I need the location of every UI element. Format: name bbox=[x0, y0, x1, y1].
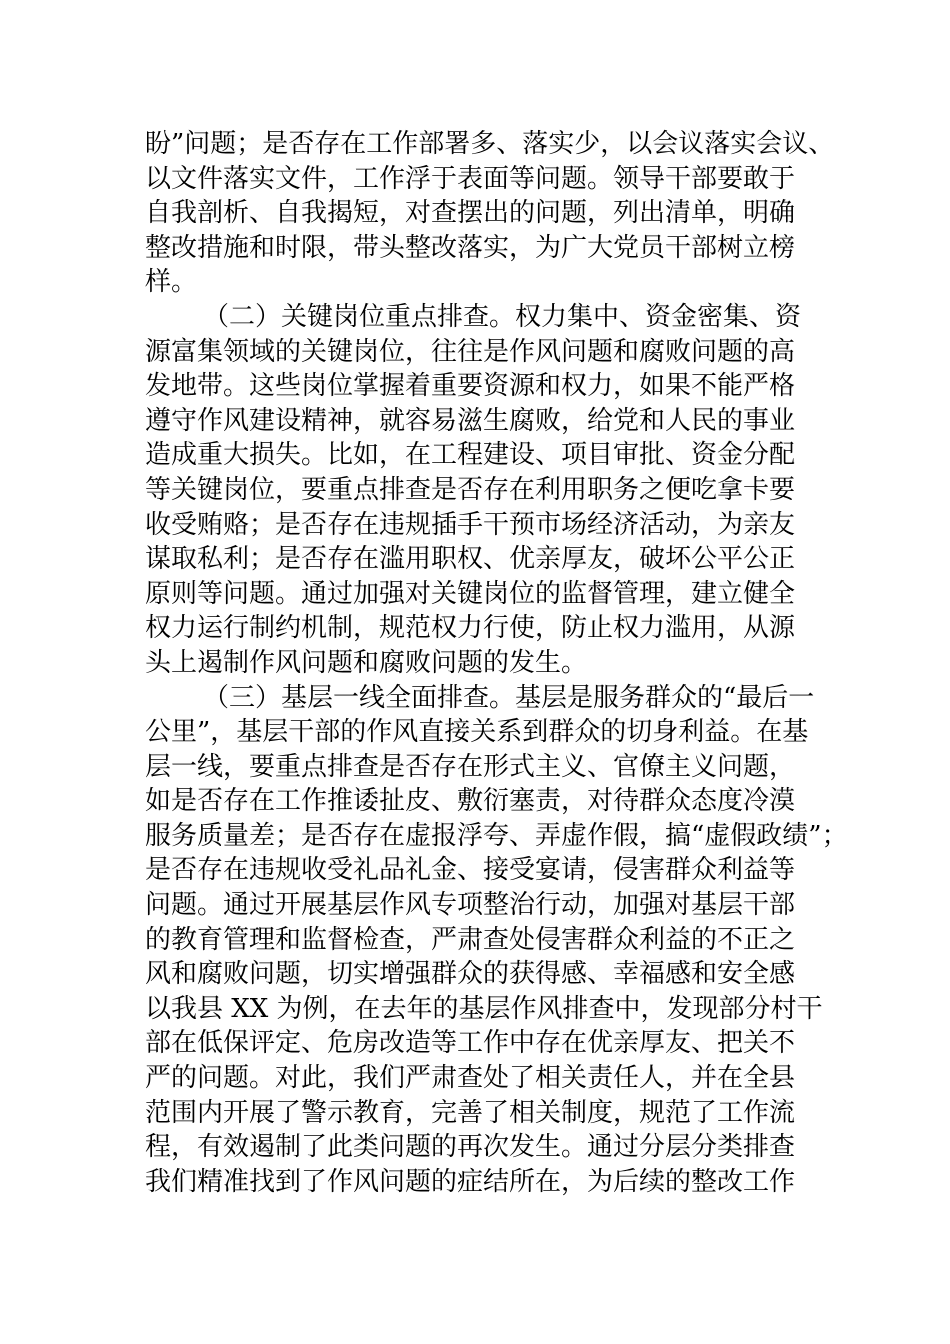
text-line: 问题。通过开展基层作风专项整治行动，加强对基层干部 bbox=[145, 890, 796, 921]
text-line: 风和腐败问题，切实增强群众的获得感、幸福感和安全感 bbox=[145, 959, 796, 990]
text-line: 造成重大损失。比如，在工程建设、项目审批、资金分配 bbox=[145, 440, 796, 471]
text-line: 源富集领域的关键岗位，往往是作风问题和腐败问题的高 bbox=[145, 336, 796, 367]
text-line: 等关键岗位，要重点排查是否存在利用职务之便吃拿卡要 bbox=[145, 474, 796, 505]
text-line: 公里”，基层干部的作风直接关系到群众的切身利益。在基 bbox=[145, 717, 809, 748]
text-line: 盼”问题；是否存在工作部署多、落实少，以会议落实会议、 bbox=[145, 129, 835, 159]
text-line: 遵守作风建设精神，就容易滋生腐败，给党和人民的事业 bbox=[145, 405, 796, 436]
text-line: 自我剖析、自我揭短，对查摆出的问题，列出清单，明确 bbox=[145, 198, 796, 229]
text-line: 如是否存在工作推诿扯皮、敷衍塞责，对待群众态度冷漠 bbox=[145, 786, 796, 817]
text-line: 程，有效遏制了此类问题的再次发生。通过分层分类排查 bbox=[145, 1132, 796, 1163]
text-line: 的教育管理和监督检查，严肃查处侵害群众利益的不正之 bbox=[145, 924, 796, 955]
section-heading-line: （二）关键岗位重点排查。权力集中、资金密集、资 bbox=[203, 301, 802, 332]
text-line: 范围内开展了警示教育，完善了相关制度，规范了工作流 bbox=[145, 1097, 796, 1128]
text-line: 整改措施和时限，带头整改落实，为广大党员干部树立榜 bbox=[145, 232, 796, 263]
text-line: 原则等问题。通过加强对关键岗位的监督管理，建立健全 bbox=[145, 578, 796, 609]
text-line: 服务质量差；是否存在虚报浮夸、弄虚作假，搞“虚假政绩”； bbox=[145, 820, 848, 851]
text-line: 以我县 XX 为例，在去年的基层作风排查中，发现部分村干 bbox=[145, 993, 823, 1024]
section-heading-line: （三）基层一线全面排查。基层是服务群众的“最后一 bbox=[203, 682, 815, 713]
text-line: 谋取私利；是否存在滥用职权、优亲厚友，破坏公平公正 bbox=[145, 544, 796, 575]
text-line: 以文件落实文件，工作浮于表面等问题。领导干部要敢于 bbox=[145, 163, 796, 194]
text-line: 样。 bbox=[145, 267, 198, 298]
document-body bbox=[145, 127, 848, 1199]
text-line: 发地带。这些岗位掌握着重要资源和权力，如果不能严格 bbox=[145, 371, 796, 402]
text-line: 收受贿赂；是否存在违规插手干预市场经济活动，为亲友 bbox=[145, 509, 796, 540]
text-line: 头上遏制作风问题和腐败问题的发生。 bbox=[145, 647, 588, 678]
text-line: 我们精准找到了作风问题的症结所在，为后续的整改工作 bbox=[145, 1166, 796, 1197]
text-line: 层一线，要重点排查是否存在形式主义、官僚主义问题， bbox=[145, 751, 796, 782]
text-line: 是否存在违规收受礼品礼金、接受宴请，侵害群众利益等 bbox=[145, 855, 796, 886]
text-line: 严的问题。对此，我们严肃查处了相关责任人，并在全县 bbox=[145, 1063, 796, 1094]
text-line: 权力运行制约机制，规范权力行使，防止权力滥用，从源 bbox=[145, 613, 796, 644]
text-line: 部在低保评定、危房改造等工作中存在优亲厚友、把关不 bbox=[145, 1028, 796, 1059]
